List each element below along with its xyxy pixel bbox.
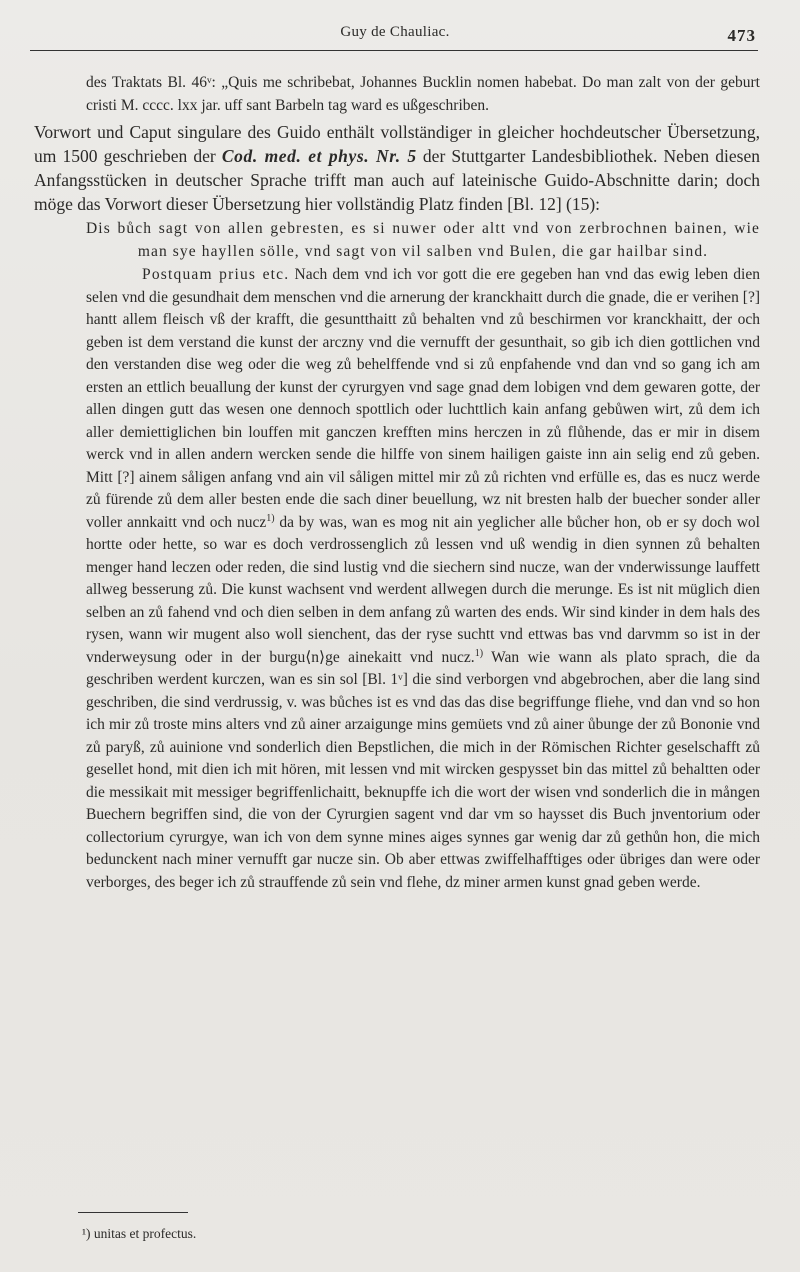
description-text-1: Vorwort und Caput singulare des Guido enthält vollständiger in gleicher hochdeutscher Übersetzung, um 1500 geschrieben der: [34, 122, 760, 166]
quote-body-text-3: Wan wie wann als plato sprach, die da geschriben werdent kurczen, wan es sin sol [Bl. 1ᵛ] die sind verborgen vnd abgebrochen, aber die lang sind geschriben, die sind verdrussig, v. was bůches ist es vnd das das dise begriffunge fliehe, vnd dan vnd so hon ich mir zů troste mins alters vnd zů ainer arzaigunge mins gemüets vnd zů ainer ůbunge der zů Bononie vnd zů paryß, zů auinione vnd sonderlich dien Bepstlichen, die mich in der Römischen Richter geselschafft zů gesellet hond, mit dien ich mit hören, mit lessen vnd mit wircken gespysset bin das mittel zů behaltten oder die messikait mit messiger begriffenlichaitt, beknupffe ich die wort der wisen vnd sonderlich die in mången Buechern begriffen sind, die von der Cyrurgien sagent vnd dar vm so haysset dis Buch jnventorium oder collectorium cyrurgye, wan ich von dem synne mines aiges synnes gar wenig dar zů gethůn hon, die mich bedunckent nach miner vernufft gar nucze sin. Ob aber ettwas zwiffelhafftiges oder übriges dan were oder verborges, des beger ich zů strauffende zů sein vnd flehe, dz miner armen kunst gnad geben werde.: [86, 648, 761, 891]
running-title: Guy de Chauliac.: [340, 24, 450, 40]
page-number: 473: [727, 26, 756, 45]
quote-body: [34, 264, 760, 894]
footnote-marker: 1): [474, 647, 484, 659]
footnote-marker: 1): [266, 512, 275, 524]
main-text: [34, 72, 760, 895]
footnote: ¹) unitas et profectus.: [82, 1226, 197, 1241]
quote-body-text-2: da by was, wan es mog nit ain yeglicher alle bůcher hon, ob er sy doch wol hortte oder hette, so war es doch verdrossenglich zů lessen vnd uß wendig in dien synnen zů behalten menger hand leczen oder reden, die sind lustig vnd die siechern sind nucze, wan der vnderwissunge lauffett allweg besserung zů. Die kunst wachsent vnd werdent allwegen durch die merunge. Es ist nit müglich dien selben an zů fahend vnd och dien selben in dem anfang zů warten des ends. Wir sind kinder in dem hals des rysen, wann wir mugent also woll sienchent, das der ryse suchtt vnd ettwas bas vnd darvmm so ist in der vnderweysung oder in der burgu⟨n⟩ge ainekaitt vnd nucz.: [86, 513, 760, 666]
description-paragraph: [34, 120, 760, 216]
intro-paragraph: des Traktats Bl. 46ᵛ: „Quis me schribebat, Johannes Bucklin nomen habebat. Do man zalt von der geburt cristi M. cccc. lxx jar. uff sant Barbeln tag ward es ußgeschriben.: [86, 74, 760, 114]
quote-body-text-1: Nach dem vnd ich vor gott die ere gegeben han vnd das ewig leben dien selen vnd die gesundhait dem menschen vnd die arnerung der kranckhaitt durch die gnade, die er verihen [?] hantt allem fleisch vß der krafft, die gesuntthaitt zů behalten vnd zů beschirmen vor kranckhaitt, der och geben ist dem verstand die kunst der arczny vnd die vernufft der gesunthait, so gib ich dien gottlichen vnd den verstanden dise weg oder die weg zů behelffende vnd si zů enpfahende vnd dan vnd so gang ich am ersten an ettlich beuallung der kunst der cyrurgyen vnd sage gnad dem lobigen vnd dem gewaren gotte, der allen dingen gutt das wesen one dennoch spottlich oder luchttlich kain anfang gebůwen wirt, zů dem ich aller demiettiglichen bin louffen mit ganczen krefften mins herczen in zů flůhende, das er mir in disem werck vnd in allen andern wercken sende die hilffe von sinem hailigen gaiste inn ain selig end zů geben. Mitt [?] ainem såligen anfang vnd ain vil såligen mittel mir zů zů richten vnd erfülle es, das es nucz werde zů fürende zů dem aller besten ende die sach diner beuellung, wz nit bresten halb der buecher sonder aller voller annkaitt vnd och nucz: [86, 266, 760, 531]
page-header: [30, 24, 760, 50]
description-text-2: der Stuttgarter Landesbibliothek. Neben diesen Anfangsstücken in deutscher Sprache trifft man auch auf lateinische Guido-Abschnitte darin; doch möge das Vorwort dieser Übersetzung hier vollständig Platz finden [Bl. 12] (15):: [34, 146, 761, 214]
footnote-rule: [78, 1212, 188, 1213]
quoted-preface: [34, 218, 760, 894]
manuscript-shelfmark: Cod. med. et phys. Nr. 5: [221, 146, 417, 166]
quote-heading: Dis bůch sagt von allen gebresten, es si nuwer oder altt vnd von zerbrochnen bainen, wie man sye hayllen sölle, vnd sagt von vil salben vnd Bulen, die gar hailbar sind.: [86, 220, 760, 260]
header-rule: [30, 50, 758, 51]
quote-incipit: Postquam prius etc.: [142, 266, 290, 283]
